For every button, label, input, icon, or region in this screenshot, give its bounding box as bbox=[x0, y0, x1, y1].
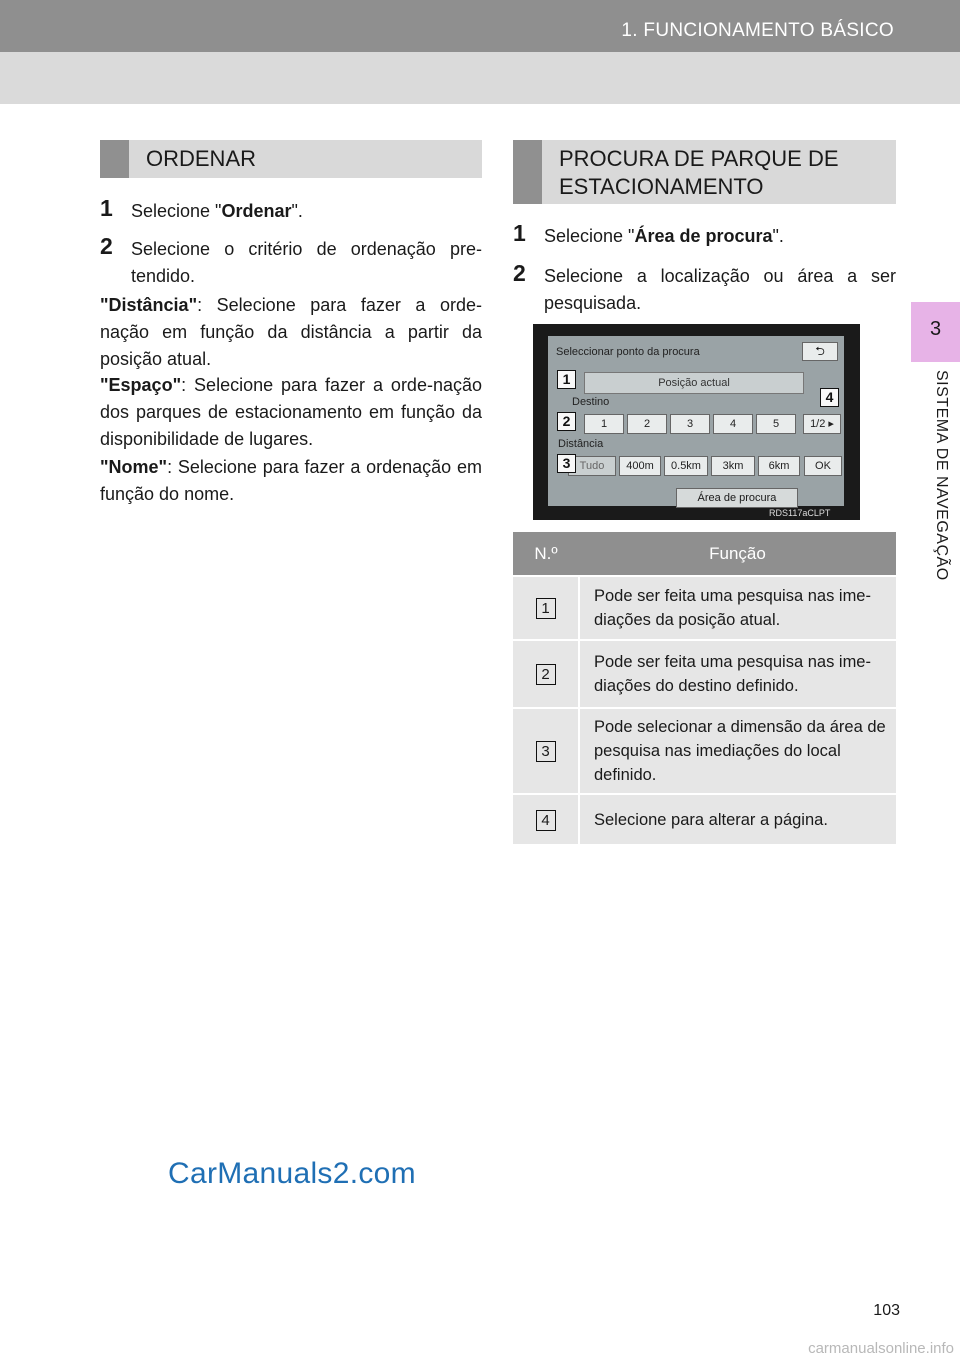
distance-all-button[interactable]: Tudo bbox=[568, 456, 616, 476]
distance-6km-button[interactable]: 6km bbox=[758, 456, 800, 476]
section-side-title: SISTEMA DE NAVEGAÇÃO bbox=[933, 370, 950, 581]
row-number: 3 bbox=[536, 741, 556, 762]
footer-watermark: carmanualsonline.info bbox=[808, 1340, 954, 1357]
table-row bbox=[513, 576, 896, 640]
table-row bbox=[513, 794, 896, 844]
step-text: Selecione " bbox=[544, 226, 635, 246]
option-distance bbox=[100, 292, 482, 373]
distance-label: Distância bbox=[558, 438, 604, 450]
step-text: Selecione a localização ou área a ser pesquisada. bbox=[544, 266, 896, 313]
step-1-parking bbox=[513, 220, 896, 250]
distance-05km-button[interactable]: 0.5km bbox=[664, 456, 708, 476]
callout-4: 4 bbox=[820, 388, 839, 407]
watermark-link[interactable]: CarManuals2.com bbox=[168, 1157, 416, 1190]
step-2-parking bbox=[513, 260, 896, 317]
table-row bbox=[513, 640, 896, 708]
option-term: "Espaço" bbox=[100, 375, 182, 395]
destination-label: Destino bbox=[572, 396, 610, 408]
row-number: 4 bbox=[536, 810, 556, 831]
option-name bbox=[100, 454, 482, 508]
page-button[interactable]: 1/2 ▸ bbox=[803, 414, 841, 434]
destination-button-2[interactable]: 2 bbox=[627, 414, 667, 434]
step-text-end: ". bbox=[772, 226, 784, 246]
row-text: Selecione para alterar a página. bbox=[579, 794, 896, 844]
step-number: 1 bbox=[513, 220, 526, 246]
row-number: 2 bbox=[536, 664, 556, 685]
nav-screen-illustration bbox=[533, 324, 860, 520]
row-text: Pode ser feita uma pesquisa nas ime-diações do destino definido. bbox=[579, 640, 896, 708]
button-name: Área de procura bbox=[634, 226, 773, 246]
header-band bbox=[0, 52, 960, 104]
ok-button[interactable]: OK bbox=[804, 456, 842, 476]
table-row bbox=[513, 708, 896, 794]
step-2 bbox=[100, 233, 482, 290]
page-number: 103 bbox=[873, 1302, 900, 1319]
option-term: "Distância" bbox=[100, 295, 198, 315]
heading-text: PROCURA DE PARQUE DE ESTACIONAMENTO bbox=[559, 146, 839, 199]
option-desc: : Selecione para fazer a orde-nação em função da distância a partir da posição atual. bbox=[100, 295, 482, 369]
row-text: Pode ser feita uma pesquisa nas ime-diações da posição atual. bbox=[579, 576, 896, 640]
heading-text: ORDENAR bbox=[146, 146, 257, 171]
table-header-number: N.º bbox=[513, 532, 579, 576]
row-number: 1 bbox=[536, 598, 556, 619]
step-1 bbox=[100, 195, 482, 225]
option-desc: : Selecione para fazer a ordenação em função do nome. bbox=[100, 457, 482, 504]
section-heading-ordenar bbox=[100, 140, 482, 178]
step-text: Selecione o critério de ordenação pre-tendido. bbox=[131, 239, 482, 286]
callout-2: 2 bbox=[557, 412, 576, 431]
distance-3km-button[interactable]: 3km bbox=[711, 456, 755, 476]
table-header-function: Função bbox=[579, 532, 896, 576]
option-space bbox=[100, 372, 482, 453]
step-text-end: ". bbox=[291, 201, 303, 221]
heading-marker bbox=[100, 140, 129, 178]
image-code: RDS117aCLPT bbox=[769, 508, 831, 518]
destination-button-5[interactable]: 5 bbox=[756, 414, 796, 434]
step-number: 2 bbox=[100, 233, 113, 259]
function-table bbox=[513, 532, 896, 844]
row-text: Pode selecionar a dimensão da área de pesquisa nas imediações do local definido. bbox=[579, 708, 896, 794]
search-area-button[interactable]: Área de procura bbox=[676, 488, 798, 508]
nav-screen bbox=[548, 336, 844, 506]
section-heading-parking bbox=[513, 140, 896, 204]
callout-1: 1 bbox=[557, 370, 576, 389]
screen-title: Seleccionar ponto da procura bbox=[556, 346, 700, 358]
callout-3: 3 bbox=[557, 454, 576, 473]
distance-400m-button[interactable]: 400m bbox=[619, 456, 661, 476]
heading-marker bbox=[513, 140, 542, 204]
chapter-title: 1. FUNCIONAMENTO BÁSICO bbox=[621, 20, 894, 41]
destination-button-3[interactable]: 3 bbox=[670, 414, 710, 434]
page-header bbox=[0, 0, 960, 52]
step-number: 1 bbox=[100, 195, 113, 221]
destination-button-1[interactable]: 1 bbox=[584, 414, 624, 434]
destination-button-4[interactable]: 4 bbox=[713, 414, 753, 434]
chapter-tab[interactable] bbox=[911, 302, 960, 362]
chapter-tab-number: 3 bbox=[929, 318, 942, 340]
button-name: Ordenar bbox=[221, 201, 292, 221]
option-desc: : Selecione para fazer a orde-nação dos parques de estacionamento em função da disponibilidade de lugares. bbox=[100, 375, 482, 449]
step-text: Selecione " bbox=[131, 201, 222, 221]
current-position-button[interactable]: Posição actual bbox=[584, 372, 804, 394]
back-button[interactable]: ⮌ bbox=[802, 342, 838, 361]
step-number: 2 bbox=[513, 260, 526, 286]
option-term: "Nome" bbox=[100, 457, 168, 477]
